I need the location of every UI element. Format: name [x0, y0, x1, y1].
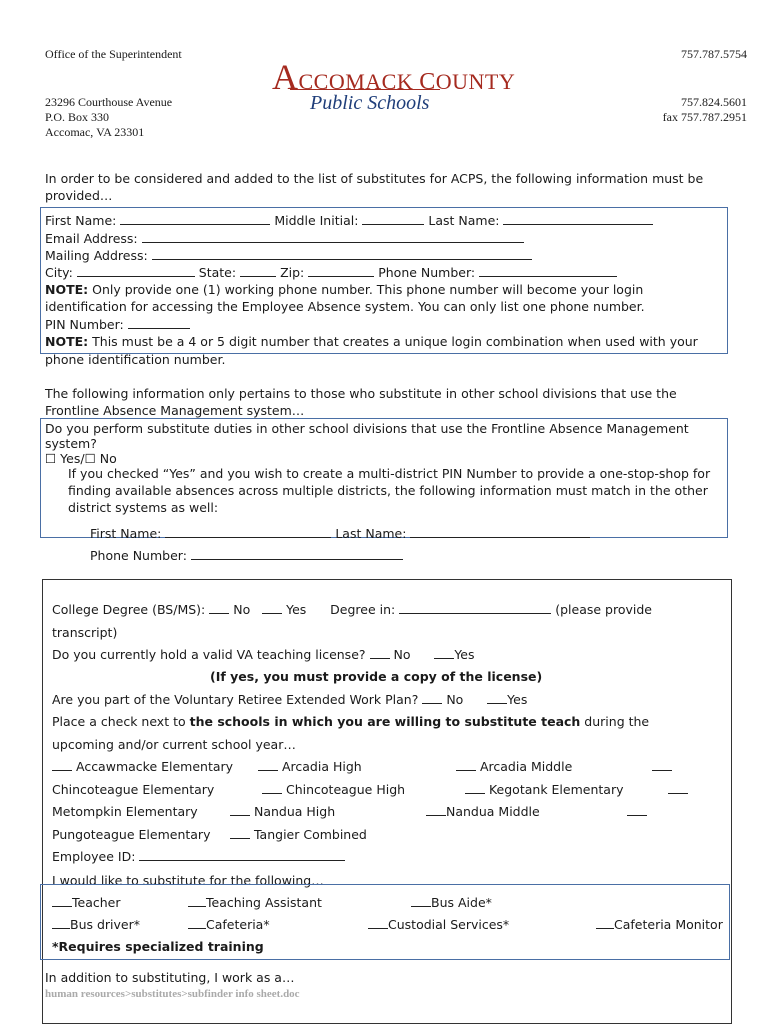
school-blank-1[interactable]: [652, 759, 672, 774]
transcript-label: transcript): [52, 625, 118, 640]
phone-field[interactable]: [479, 265, 617, 277]
school-tangier[interactable]: Tangier Combined: [230, 827, 367, 842]
retiree-yes-blank[interactable]: [487, 692, 507, 704]
school-chincoteague-high[interactable]: Chincoteague High: [262, 782, 405, 797]
degree-row: College Degree (BS/MS): No Yes Degree in: (please provide: [52, 602, 652, 617]
footer-path: human resources>substitutes>subfinder info sheet.doc: [45, 988, 300, 1000]
license-no-blank[interactable]: [370, 647, 390, 659]
frontline-question-2: system?: [45, 436, 97, 451]
state-field[interactable]: [240, 265, 276, 277]
name-row: First Name: Middle Initial: Last Name:: [45, 213, 653, 228]
role-bus-aide[interactable]: Bus Aide*: [411, 895, 492, 910]
phone-main: 757.787.5754: [681, 47, 747, 61]
degree-no-blank[interactable]: [209, 602, 229, 614]
school-nandua-middle[interactable]: Nandua Middle: [426, 804, 540, 819]
frontline-checked-2: finding available absences across multiple districts, the following information must match in the other: [68, 483, 708, 498]
city-row: City: State: Zip: Phone Number:: [45, 265, 617, 280]
email-field[interactable]: [142, 231, 524, 243]
role-bus-driver[interactable]: Bus driver*: [52, 917, 140, 932]
role-teaching-assistant[interactable]: Teaching Assistant: [188, 895, 322, 910]
phone-note-1: NOTE: Only provide one (1) working phone number. This phone number will become your login: [45, 282, 644, 297]
frontline-phone-row: Phone Number:: [90, 548, 403, 563]
pin-row: PIN Number:: [45, 317, 190, 332]
district-logo: ACCOMACK COUNTY Public Schools: [272, 57, 516, 114]
zip-field[interactable]: [308, 265, 374, 277]
in-addition-label: In addition to substituting, I work as a…: [45, 970, 295, 985]
school-arcadia-high[interactable]: Arcadia High: [258, 759, 362, 774]
frontline-question-1: Do you perform substitute duties in other school divisions that use the Frontline Absence Management: [45, 421, 689, 436]
frontline-intro-1: The following information only pertains to those who substitute in other school divisions that use the: [45, 386, 677, 401]
last-name-field[interactable]: [503, 213, 653, 225]
address-line-3: Accomac, VA 23301: [45, 125, 145, 139]
fax-number: fax 757.787.2951: [662, 110, 747, 124]
frontline-first-name-field[interactable]: [165, 526, 331, 538]
first-name-field[interactable]: [120, 213, 270, 225]
school-accawmacke[interactable]: Accawmacke Elementary: [52, 759, 233, 774]
school-blank-2[interactable]: [668, 782, 688, 797]
frontline-name-row: First Name: Last Name:: [90, 526, 590, 541]
employee-id-field[interactable]: [139, 849, 345, 861]
role-custodial[interactable]: Custodial Services*: [368, 917, 509, 932]
intro-text: In order to be considered and added to the list of substitutes for ACPS, the following information must be provided…: [45, 171, 704, 203]
school-pungoteague[interactable]: Pungoteague Elementary: [52, 827, 211, 842]
office-title: Office of the Superintendent: [45, 47, 182, 61]
retiree-no-blank[interactable]: [422, 692, 442, 704]
pin-field[interactable]: [128, 317, 190, 329]
address-line-1: 23296 Courthouse Avenue: [45, 95, 173, 109]
frontline-checked-3: district systems as well:: [68, 500, 219, 515]
pin-note-1: NOTE: This must be a 4 or 5 digit number that creates a unique login combination when used with your: [45, 334, 698, 349]
mailing-address-field[interactable]: [152, 248, 532, 260]
role-cafeteria[interactable]: Cafeteria*: [188, 917, 270, 932]
school-nandua-high[interactable]: Nandua High: [230, 804, 335, 819]
frontline-last-name-field[interactable]: [410, 526, 590, 538]
specialized-note: *Requires specialized training: [52, 939, 264, 954]
school-blank-3[interactable]: [627, 804, 647, 819]
frontline-intro-2: Frontline Absence Management system…: [45, 403, 305, 418]
school-kegotank[interactable]: Kegotank Elementary: [465, 782, 623, 797]
middle-initial-field[interactable]: [362, 213, 424, 225]
license-note: (If yes, you must provide a copy of the license): [210, 669, 543, 684]
retiree-row: Are you part of the Voluntary Retiree Extended Work Plan? No Yes: [52, 692, 528, 707]
school-chincoteague-elem[interactable]: Chincoteague Elementary: [52, 782, 215, 797]
degree-in-field[interactable]: [399, 602, 551, 614]
role-cafeteria-monitor[interactable]: Cafeteria Monitor: [596, 917, 723, 932]
mailing-row: Mailing Address:: [45, 248, 532, 263]
would-like-label: I would like to substitute for the following…: [52, 873, 324, 888]
degree-yes-blank[interactable]: [262, 602, 282, 614]
school-metompkin[interactable]: Metompkin Elementary: [52, 804, 198, 819]
schools-instruction: Place a check next to the schools in which you are willing to substitute teach during the: [52, 714, 650, 729]
phone-note-2: identification for accessing the Employee Absence system. You can only list one phone number.: [45, 299, 645, 314]
address-line-2: P.O. Box 330: [45, 110, 110, 124]
upcoming-year: upcoming and/or current school year…: [52, 737, 296, 752]
school-arcadia-middle[interactable]: Arcadia Middle: [456, 759, 572, 774]
license-row: Do you currently hold a valid VA teaching license? No Yes: [52, 647, 475, 662]
pin-note-2: phone identification number.: [45, 352, 226, 367]
frontline-phone-field[interactable]: [191, 548, 403, 560]
frontline-checked-1: If you checked “Yes” and you wish to create a multi-district PIN Number to provide a one-stop-shop for: [68, 466, 711, 481]
license-yes-blank[interactable]: [434, 647, 454, 659]
phone-secondary: 757.824.5601: [681, 95, 747, 109]
employee-id-row: Employee ID:: [52, 849, 345, 864]
city-field[interactable]: [77, 265, 195, 277]
role-teacher[interactable]: Teacher: [52, 895, 121, 910]
yes-no-checkboxes[interactable]: ☐ Yes/☐ No: [45, 451, 117, 466]
email-row: Email Address:: [45, 231, 524, 246]
